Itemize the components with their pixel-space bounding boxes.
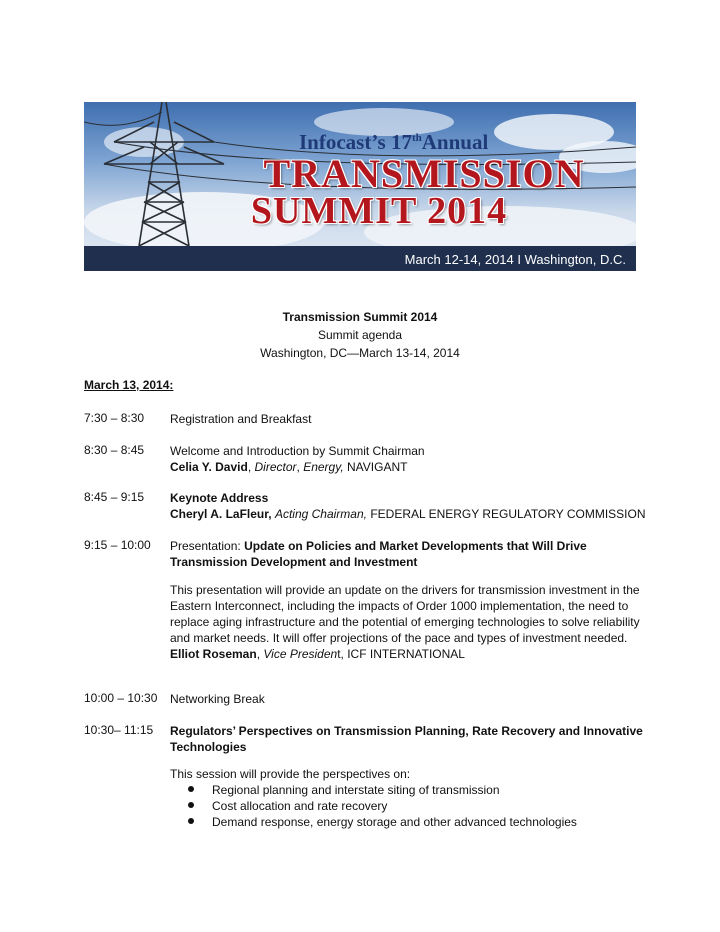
agenda-title: Welcome and Introduction by Summit Chairman: [170, 444, 425, 458]
agenda-title: Networking Break: [170, 692, 265, 706]
speaker-name: Cheryl A. LaFleur,: [170, 507, 272, 521]
topic-list: [188, 782, 577, 830]
list-item: Regional planning and interstate siting of transmission: [188, 782, 577, 798]
banner-dateline: March 12-14, 2014 I Washington, D.C.: [404, 252, 626, 267]
agenda-title: Presentation: Update on Policies and Market Developments that Will Drive: [170, 539, 587, 553]
section-date: March 13, 2014:: [84, 378, 174, 392]
agenda-title-cont: Technologies: [170, 740, 247, 754]
speaker-role: Acting Chairman,: [274, 507, 367, 521]
agenda-item: [170, 443, 640, 475]
speaker-role: Director: [254, 460, 297, 474]
document-subtitle: Summit agenda: [317, 328, 403, 342]
document-title: Transmission Summit 2014: [282, 310, 438, 324]
list-item: Demand response, energy storage and other advanced technologies: [188, 814, 577, 830]
agenda-title-cont: Transmission Development and Investment: [170, 555, 418, 569]
agenda-time: 9:15 – 10:00: [84, 538, 151, 552]
document-location: Washington, DC—March 13-14, 2014: [260, 346, 460, 360]
speaker-line: Elliot Roseman, Vice President, ICF INTERNATIONAL: [170, 647, 465, 661]
agenda-item: [170, 538, 640, 662]
speaker-line: Celia Y. David, Director, Energy, NAVIGANT: [170, 460, 408, 474]
banner-title-line2: SUMMIT 2014: [250, 190, 508, 232]
session-description: This presentation will provide an update on the drivers for transmission investment in the Eastern Interconnect, including the impacts of Order 1000 implementation, the need to replace aging infrastructure and the potential of emerging technologies to solve reliability and market needs. It will offer projections of the pace and types of investment needed.: [170, 583, 640, 645]
agenda-time: 10:30– 11:15: [84, 723, 154, 737]
agenda-time: 7:30 – 8:30: [84, 411, 145, 425]
speaker-name: Celia Y. David: [170, 460, 248, 474]
agenda-item: [170, 490, 646, 522]
speaker-role: Vice Presiden: [263, 647, 338, 661]
agenda-title: Regulators’ Perspectives on Transmission Planning, Rate Recovery and Innovative: [170, 724, 643, 738]
speaker-name: Elliot Roseman: [170, 647, 257, 661]
speaker-org: NAVIGANT: [347, 460, 408, 474]
summit-banner: [84, 102, 636, 271]
banner-kicker: Infocast’s 17thAnnual: [299, 130, 489, 154]
speaker-dept: Energy,: [303, 460, 344, 474]
bullet-icon: [188, 786, 194, 792]
agenda-item: [170, 723, 643, 782]
agenda-time: 10:00 – 10:30: [84, 691, 158, 705]
bullet-icon: [188, 802, 194, 808]
agenda-time: 8:45 – 9:15: [84, 490, 145, 504]
speaker-line: [170, 506, 646, 522]
banner-title-line1: TRANSMISSION: [263, 151, 585, 196]
agenda-title: Keynote Address: [170, 491, 269, 505]
list-item: Cost allocation and rate recovery: [188, 798, 577, 814]
agenda-item: [170, 411, 640, 427]
agenda-item: [170, 691, 640, 707]
session-intro: This session will provide the perspectives on:: [170, 767, 411, 781]
banner-date-bar: [84, 246, 636, 271]
bullet-icon: [188, 818, 194, 824]
agenda-time: 8:30 – 8:45: [84, 443, 145, 457]
agenda-title: Registration and Breakfast: [170, 412, 312, 426]
speaker-org: FEDERAL ENERGY REGULATORY COMMISSION: [370, 507, 646, 521]
